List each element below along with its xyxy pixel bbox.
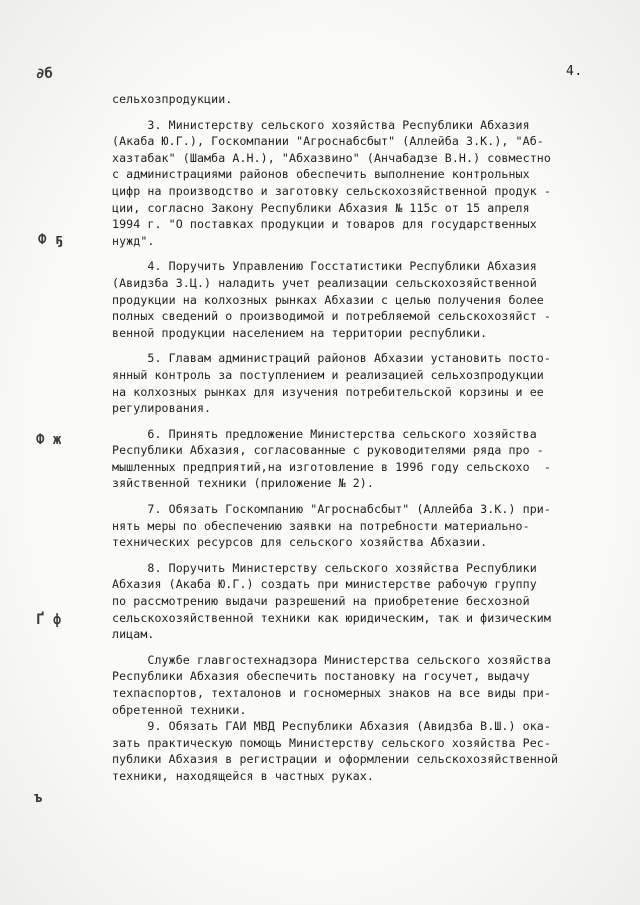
text-line: нужд". [112,233,155,248]
text-line: Республики Абхазия обеспечить постановку на госучет, выдачу [112,669,530,684]
text-line: 3. Министерству сельского хозяйства Республики Абхазия [112,117,530,132]
text-line: ции, согласно Закону Республики Абхазия № 115с от 15 апреля [112,200,530,215]
text-line: техпаспортов, техталонов и госномерных знаков на все виды при- [112,686,551,700]
text-line: 9. Обязать ГАИ МВД Республики Абхазия (Авидзба В.Ш.) ока- [112,719,551,734]
text-line: публики Абхазия в регистрации и оформлении сельскохозяйственной [112,752,559,767]
text-line: 7. Обязать Госкомпанию "Агроснабсбыт" (Аллейба З.К.) при- [112,502,551,517]
text-line: с администрациями районов обеспечить выполнение контрольных [112,167,530,182]
paragraph-gap [112,341,608,350]
text-line: зать практическую помощь Министерству сельского хозяйства Рес- [112,735,551,750]
margin-mark: Ф ж [36,432,62,448]
text-line: хазтабак" (Шамба А.Н.), "Абхазвино" (Анчабадзе В.Н.) совместно [112,150,551,165]
text-line: полных сведений о производимой и потребляемой сельскохозяйст - [112,309,551,324]
text-line: Службе главгостехнадзора Министерства сельского хозяйства [112,652,551,667]
text-line: лицам. [112,627,155,642]
text-line: Абхазия (Акаба Ю.Г.) создать при министерстве рабочую группу [112,577,537,592]
paragraph-gap [112,643,608,652]
text-line: 8. Поручить Министерству сельского хозяйства Республики [112,560,537,575]
text-line: янный контроль за поступлением и реализацией сельхозпродукции [112,367,544,382]
text-line: 6. Принять предложение Министерства сельского хозяйства [112,426,537,441]
text-line: (Авидзба З.Ц.) наладить учет реализации сельскохозяйственной [112,275,537,290]
margin-mark: ∂б [36,66,53,82]
text-line: цифр на производство и заготовку сельскохозяйственной продук - [112,183,551,198]
text-line: (Акаба Ю.Г.), Госкомпании "Агроснабсбыт" (Аллейба З.К.), "Аб- [112,134,544,149]
margin-mark: Ф ҕ [38,232,64,248]
paragraph-gap [112,492,608,501]
paragraph-gap [112,108,608,117]
text-line: техники, находящейся в частных руках. [112,768,374,783]
text-line: мышленных предприятий,на изготовление в 1996 году сельскохо - [112,459,551,474]
text-line: 1994 г. "О поставках продукции и товаров для государственных [112,217,537,232]
paragraph-gap [112,551,608,560]
text-line: венной продукции населением на территории республики. [112,325,488,340]
text-line: обретенной техники. [112,702,247,717]
paragraph-gap [112,249,608,258]
document-body [112,91,608,785]
text-line: по рассмотрению выдачи разрешений на приобретение бесхозной [112,594,530,609]
margin-mark: Ґ ф [36,612,62,628]
page-number: 4. [566,64,583,79]
text-line: технических ресурсов для сельского хозяйства Абхазии. [112,535,488,550]
margin-mark: ъ [34,790,43,806]
text-line: Республики Абхазия, согласованные с руководителями ряда про - [112,443,544,458]
text-line: на колхозных рынках для изучения потребительской корзины и ее [112,384,544,399]
text-line: зяйственной техники (приложение № 2). [112,476,374,491]
text-line: 4. Поручить Управлению Госстатистики Республики Абхазия [112,259,537,274]
text-line: продукции на колхозных рынках Абхазии с целью получения более [112,292,544,307]
paragraph-gap [112,417,608,426]
text-line: сельхозпродукции. [112,92,233,106]
text-line: нять меры по обеспечению заявки на потребности материально- [112,518,530,533]
text-line: сельскохозяйственной техники как юридическим, так и физическим [112,610,551,625]
text-line: 5. Главам администраций районов Абхазии установить посто- [112,351,551,366]
text-line: регулирования. [112,401,212,416]
